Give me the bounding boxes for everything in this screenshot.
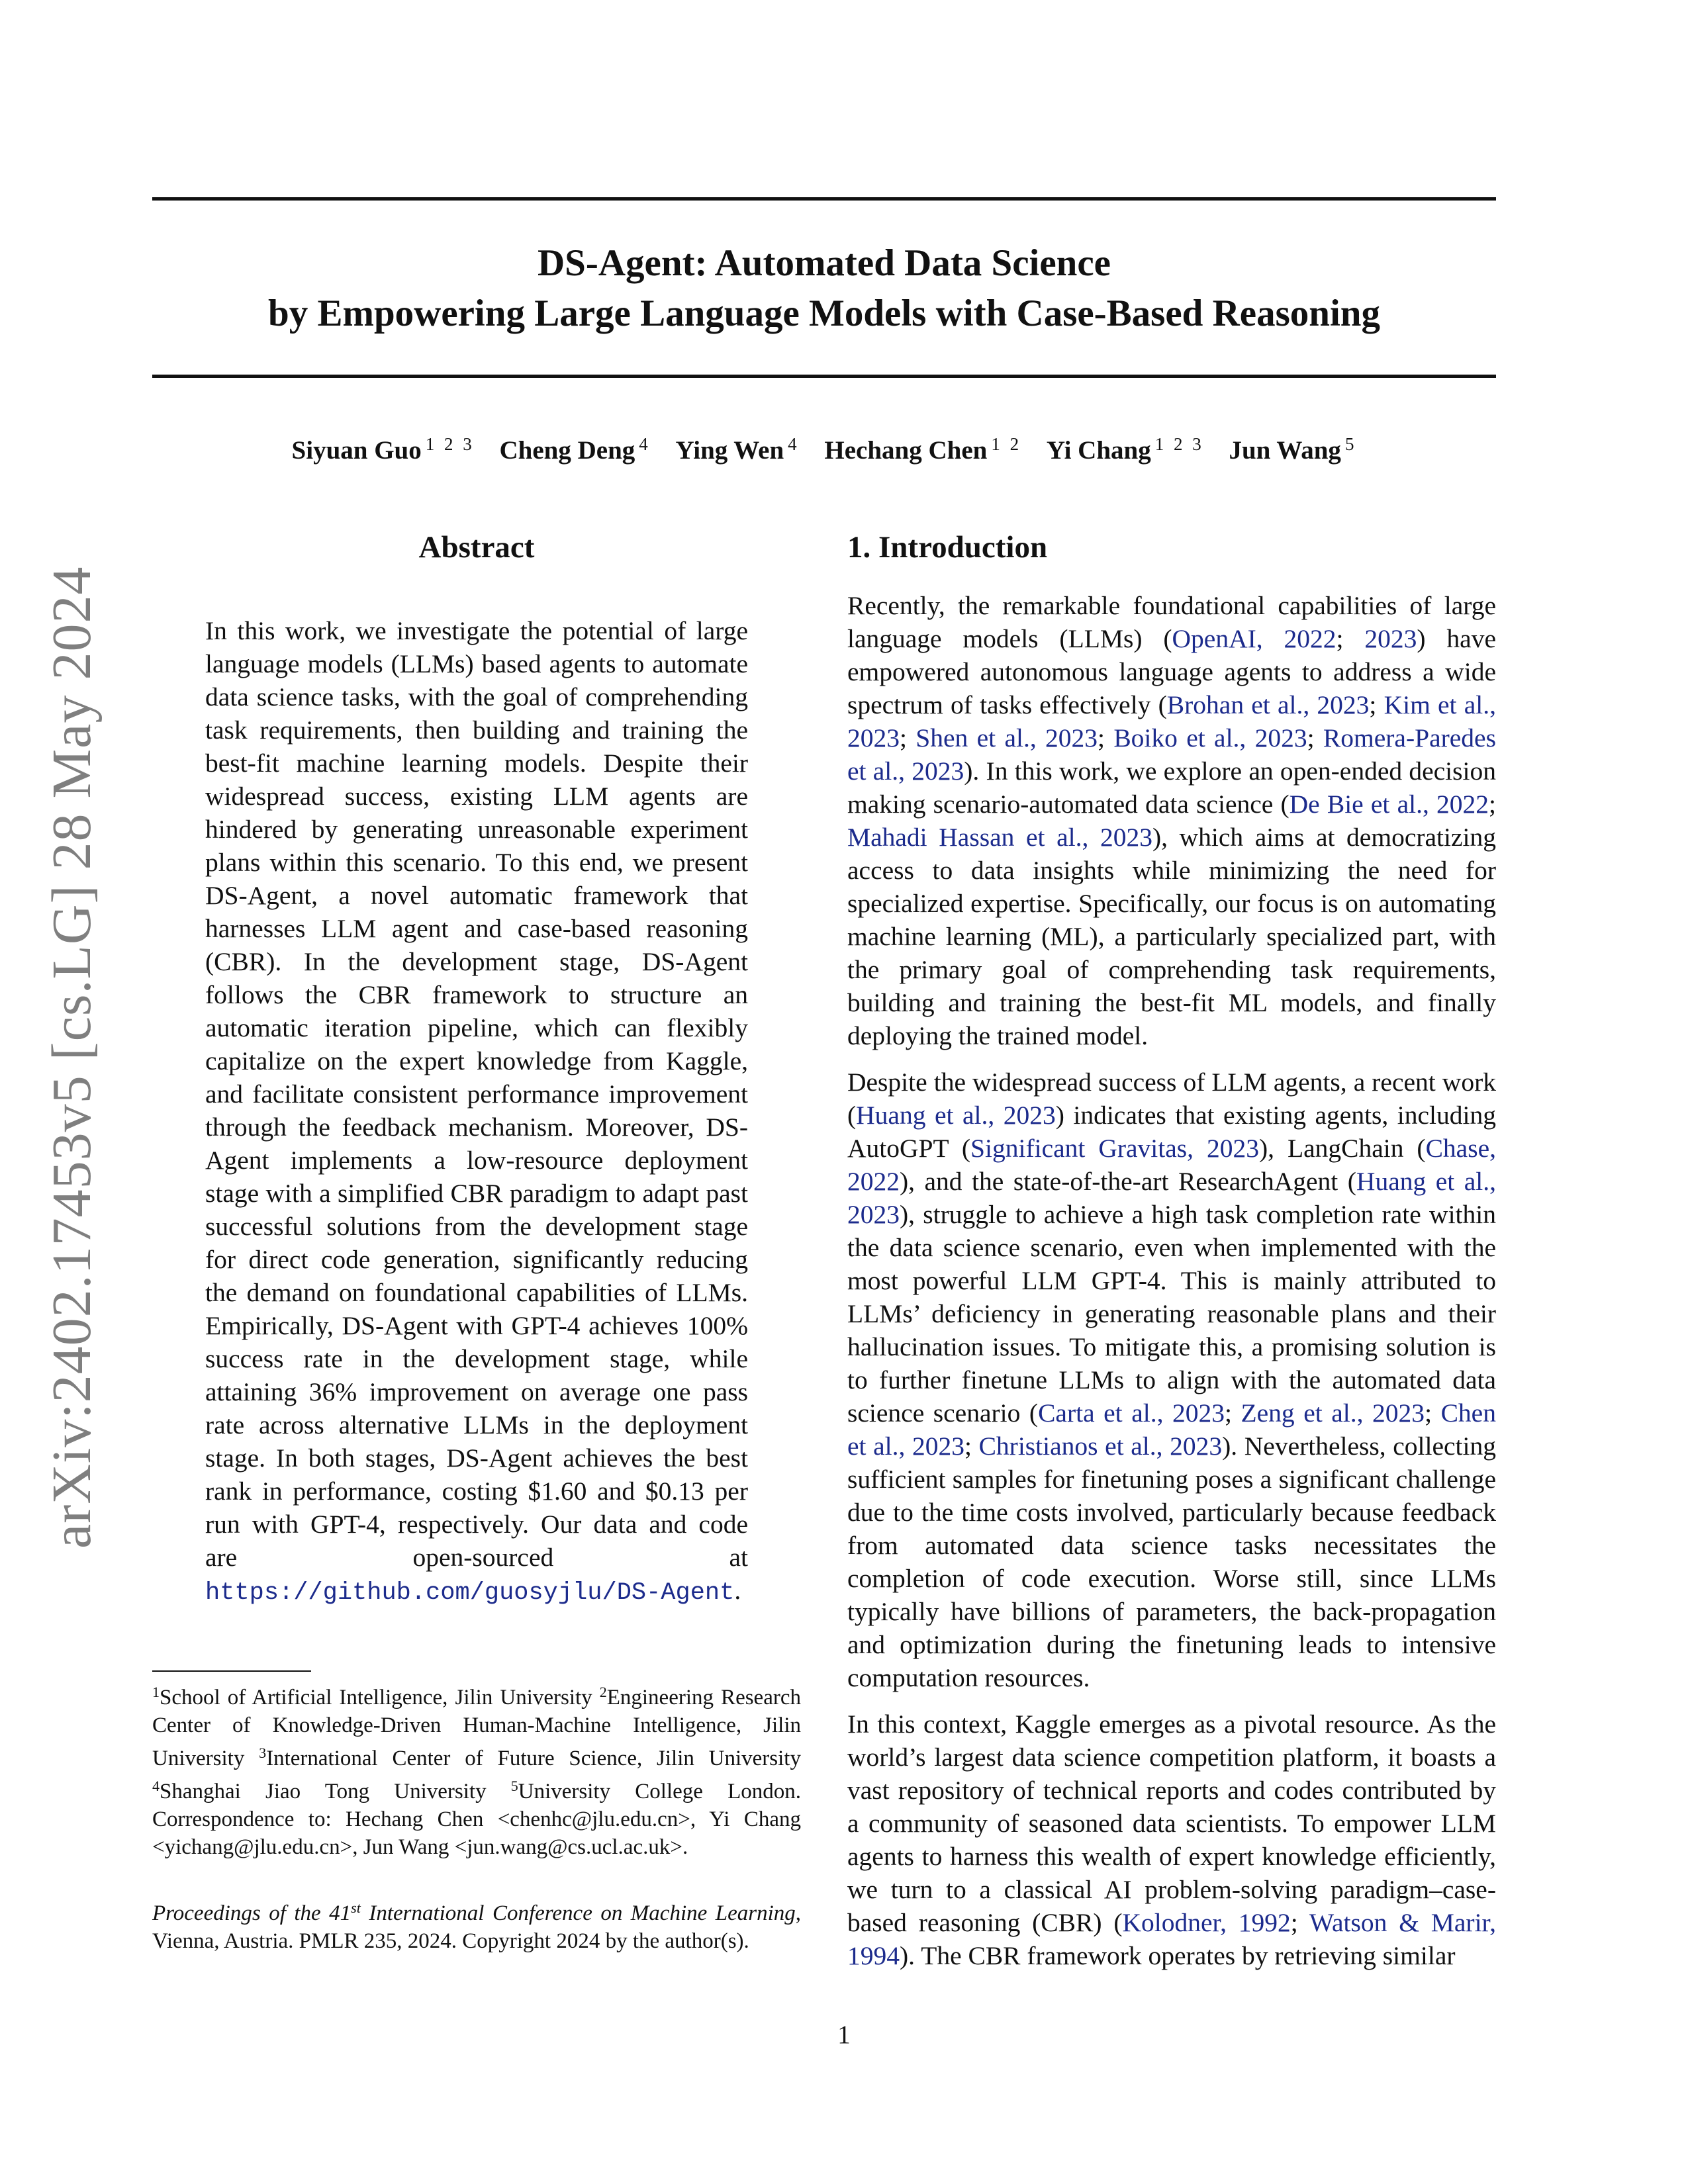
citation-link[interactable]: Brohan et al., 2023 <box>1166 690 1370 719</box>
citation-link[interactable]: 2023 <box>1364 624 1417 653</box>
abstract-body <box>205 614 748 1610</box>
title-top-rule <box>152 197 1496 201</box>
author-list <box>152 434 1496 465</box>
paragraph-text: In this context, Kaggle emerges as a pivotal resource. As the world’s largest data science competition platform, it boasts a vast repository of technical reports and codes contributed by a community of seasoned data scientists. To empower LLM agents to harness this wealth of expert knowledge efficiently, we turn to a classical AI problem-solving paradigm–case-based reasoning (CBR) ( <box>847 1709 1496 1937</box>
citation-link[interactable]: Kim et al., 2023 <box>847 690 1496 752</box>
citation-link[interactable]: Mahadi Hassan et al., 2023 <box>847 823 1152 852</box>
paragraph-text: ) have empowered autonomous language agents to address a wide spectrum of tasks effectively ( <box>847 624 1496 719</box>
footnote-marker: 5 <box>510 1778 518 1794</box>
citation-link[interactable]: Watson & Marir, 1994 <box>847 1908 1496 1970</box>
citation-link[interactable]: Carta et al., 2023 <box>1038 1398 1225 1428</box>
paragraph-text: ; <box>900 723 916 752</box>
citation-link[interactable]: De Bie et al., 2022 <box>1289 790 1489 819</box>
citation-link[interactable]: Chase, 2022 <box>847 1134 1496 1196</box>
intro-paragraph-3 <box>847 1707 1496 1972</box>
citation-link[interactable]: Boiko et al., 2023 <box>1113 723 1307 752</box>
paragraph-text: ; <box>1425 1398 1441 1428</box>
paragraph-text: ), which aims at democratizing access to data insights while minimizing the need for specialized expertise. Specifically, our focus is on automating machine learning (ML), a particularly specialized part, with the primary goal of comprehending task requirements, building and training the best-fit ML models, and finally deploying the trained model. <box>847 823 1496 1050</box>
code-repository-link[interactable]: https://github.com/guosyjlu/DS-Agent <box>205 1579 735 1607</box>
author-name: Jun Wang <box>1229 436 1341 465</box>
author-name: Ying Wen <box>675 436 784 465</box>
page-number: 1 <box>837 2021 851 2049</box>
footnote-text: School of Artificial Intelligence, Jilin University <box>160 1686 600 1709</box>
footnote-marker: 1 <box>152 1684 160 1700</box>
paragraph-text: ; <box>964 1432 979 1461</box>
author-affiliation: 4 <box>639 434 651 454</box>
author-affiliation: 1 2 3 <box>425 434 475 454</box>
author-name: Siyuan Guo <box>291 436 422 465</box>
author <box>292 434 475 465</box>
citation-link[interactable]: Chen et al., 2023 <box>847 1398 1496 1461</box>
paragraph-text: ; <box>1307 723 1323 752</box>
citation-link[interactable]: Huang et al., 2023 <box>856 1101 1056 1130</box>
paragraph-text: ). The CBR framework operates by retrieving similar <box>900 1941 1456 1970</box>
paper-title <box>152 238 1496 339</box>
title-bottom-rule <box>152 375 1496 378</box>
intro-paragraph-1 <box>847 589 1496 1052</box>
title-line-1: DS-Agent: Automated Data Science <box>538 242 1111 284</box>
citation-link[interactable]: Huang et al., 2023 <box>847 1167 1496 1229</box>
abstract-heading: Abstract <box>418 530 535 565</box>
citation-link[interactable]: Romera-Paredes et al., 2023 <box>847 723 1496 786</box>
footnote-marker: 3 <box>259 1745 267 1761</box>
author-name: Yi Chang <box>1046 436 1151 465</box>
intro-paragraph-2 <box>847 1066 1496 1694</box>
paragraph-text: ) indicates that existing agents, including AutoGPT ( <box>847 1101 1496 1163</box>
paragraph-text: Recently, the remarkable foundational capabilities of large language models (LLMs) ( <box>847 591 1496 653</box>
paragraph-text: ; <box>1369 690 1384 719</box>
paragraph-text: ), LangChain ( <box>1258 1134 1426 1163</box>
author <box>1047 434 1204 465</box>
abstract-text: In this work, we investigate the potential of large language models (LLMs) based agents to automate data science tasks, with the goal of comprehending task requirements, then building and training the best-fit machine learning models. Despite their widespread success, existing LLM agents are hindered by generating unreasonable experiment plans within this scenario. To this end, we present DS-Agent, a novel automatic framework that harnesses LLM agent and case-based reasoning (CBR). In the development stage, DS-Agent follows the CBR framework to structure an automatic iteration pipeline, which can flexibly capitalize on the expert knowledge from Kaggle, and facilitate consistent performance improvement through the feedback mechanism. Moreover, DS-Agent implements a low-resource deployment stage with a simplified CBR paradigm to adapt past successful solutions from the development stage for direct code generation, significantly reducing the demand on foundational capabilities of LLMs. Empirically, DS-Agent with GPT-4 achieves 100% success rate in the development stage, while attaining 36% improvement on average one pass rate across alternative LLMs in the deployment stage. In both stages, DS-Agent achieves the best rank in performance, costing $1.60 and $0.13 per run with GPT-4, respectively. Our data and code are open-sourced at <box>205 616 748 1572</box>
affiliation-footnote <box>152 1678 801 1861</box>
citation-link[interactable]: Shen et al., 2023 <box>915 723 1098 752</box>
author-affiliation: 4 <box>788 434 800 454</box>
paragraph-text: ), and the state-of-the-art ResearchAgent ( <box>900 1167 1356 1196</box>
title-line-2: by Empowering Large Language Models with Case-Based Reasoning <box>268 293 1380 334</box>
author <box>824 434 1021 465</box>
paragraph-text: ; <box>1098 723 1114 752</box>
author-affiliation: 1 2 <box>991 434 1022 454</box>
footnote-rule <box>152 1670 311 1672</box>
paragraph-text: ). Nevertheless, collecting sufficient samples for finetuning poses a significant challenge due to the time costs involved, particularly because feedback from automated data science tasks necessitates the completion of code execution. Worse still, since LLMs typically have billions of parameters, the back-propagation and optimization during the finetuning leads to intensive computation resources. <box>847 1432 1496 1692</box>
paragraph-text: ). In this work, we explore an open-ended decision making scenario-automated data science ( <box>847 756 1496 819</box>
footnote-marker: 4 <box>152 1778 160 1794</box>
citation-link[interactable]: OpenAI, 2022 <box>1172 624 1336 653</box>
author <box>1229 434 1356 465</box>
introduction-heading: 1. Introduction <box>847 530 1048 565</box>
citation-link[interactable]: Significant Gravitas, 2023 <box>970 1134 1259 1163</box>
introduction-body <box>847 589 1496 1985</box>
arxiv-identifier: arXiv:2402.17453v5 [cs.LG] 28 May 2024 <box>41 566 103 1549</box>
citation-link[interactable]: Zeng et al., 2023 <box>1241 1398 1425 1428</box>
paragraph-text: ), struggle to achieve a high task completion rate within the data science scenario, even when implemented with the most powerful LLM GPT-4. This is mainly attributed to LLMs’ deficiency in generating reasonable plans and their hallucination issues. To mitigate this, a promising solution is to further finetune LLMs to align with the automated data science scenario ( <box>847 1200 1496 1428</box>
citation-link[interactable]: Christianos et al., 2023 <box>978 1432 1223 1461</box>
footnote-text: Engineering Research Center of Knowledge-Driven Human-Machine Intelligence, Jilin University <box>152 1686 801 1770</box>
paragraph-text: Despite the widespread success of LLM agents, a recent work ( <box>847 1068 1496 1130</box>
paragraph-text: ; <box>1290 1908 1309 1937</box>
author-affiliation: 5 <box>1344 434 1357 454</box>
proceedings-details: , Vienna, Austria. PMLR 235, 2024. Copyright 2024 by the author(s). <box>152 1901 801 1953</box>
author-affiliation: 1 2 3 <box>1154 434 1204 454</box>
proceedings-note <box>152 1894 801 1955</box>
paragraph-text: ; <box>1336 624 1365 653</box>
footnote-marker: 2 <box>599 1684 607 1700</box>
footnote-text: International Center of Future Science, Jilin University <box>266 1747 801 1770</box>
footnote-text: Shanghai Jiao Tong University <box>160 1780 511 1803</box>
paragraph-text: ; <box>1489 790 1496 819</box>
author <box>499 434 650 465</box>
author-name: Hechang Chen <box>824 436 988 465</box>
citation-link[interactable]: Kolodner, 1992 <box>1122 1908 1291 1937</box>
paragraph-text: ; <box>1225 1398 1241 1428</box>
author <box>676 434 800 465</box>
footnote-text: University College London. Correspondence to: Hechang Chen <chenhc@jlu.edu.cn>, Yi Chang <yichang@jlu.edu.cn>, Jun Wang <jun.wang@cs.ucl.ac.uk>. <box>152 1780 801 1859</box>
abstract-end: . <box>734 1576 741 1605</box>
author-name: Cheng Deng <box>499 436 635 465</box>
proceedings-venue: Proceedings of the 41st International Conference on Machine Learning <box>152 1899 796 1925</box>
